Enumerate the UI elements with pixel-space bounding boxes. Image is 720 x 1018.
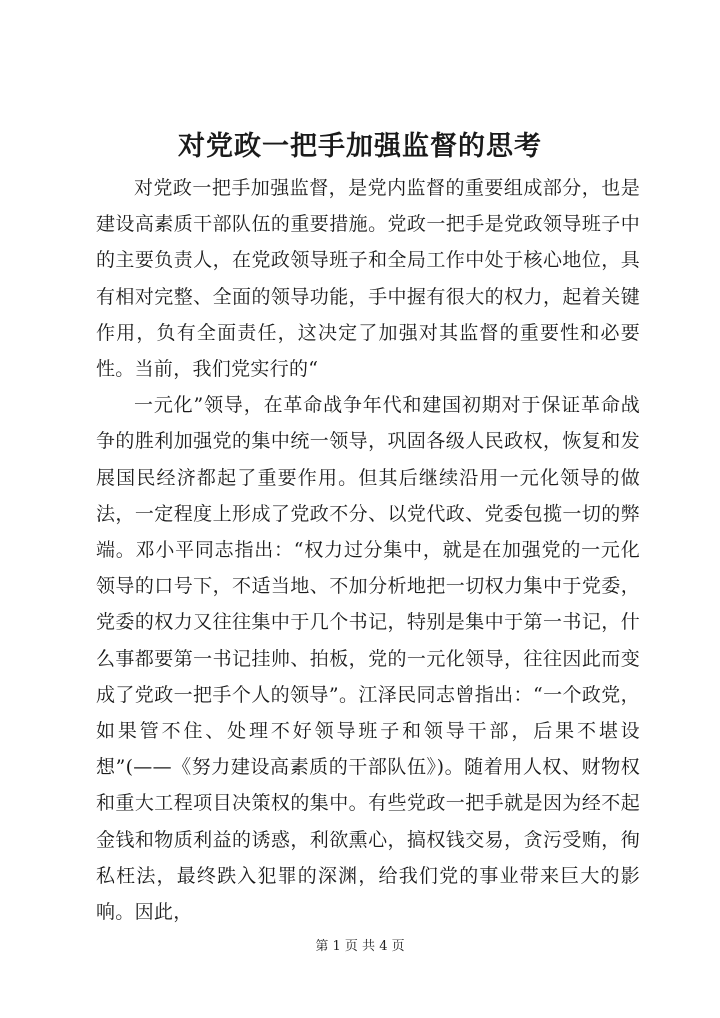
document-title: 对党政一把手加强监督的思考	[178, 131, 542, 162]
page-footer: 第 1 页 共 4 页	[315, 939, 405, 954]
paragraph-2: 一元化”领导，在革命战争年代和建国初期对于保证革命战争的胜利加强党的集中统一领导，巩固各级人民政权，恢复和发展国民经济都起了重要作用。但其后继续沿用一元化领导的做法，一定程度上形成了党政不分、以党代政、党委包揽一切的弊端。邓小平同志指出：“权力过分集中，就是在加强党的一元化领导的口号下，不适当地、不加分析地把一切权力集中于党委，党委的权力又往往集中于几个书记，特别是集中于第一书记，什么事都要第一书记挂帅、拍板，党的一元化领导，往往因此而变成了党政一把手个人的领导”。江泽民同志曾指出：“一个政党，如果管不住、处理不好领导班子和领导干部，后果不堪设想”(——《努力建设高素质的干部队伍》)。随着用人权、财物权和重大工程项目决策权的集中。有些党政一把手就是因为经不起金钱和物质利益的诱惑，利欲熏心，搞权钱交易，贪污受贿，徇私枉法，最终跌入犯罪的深渊，给我们党的事业带来巨大的影响。因此，	[96, 394, 640, 924]
document-body	[96, 170, 640, 930]
paragraph-1: 对党政一把手加强监督，是党内监督的重要组成部分，也是建设高素质干部队伍的重要措施。党政一把手是党政领导班子中的主要负责人，在党政领导班子和全局工作中处于核心地位，具有相对完整、全面的领导功能，手中握有很大的权力，起着关键作用，负有全面责任，这决定了加强对其监督的重要性和必要性。当前，我们党实行的“	[96, 177, 640, 381]
